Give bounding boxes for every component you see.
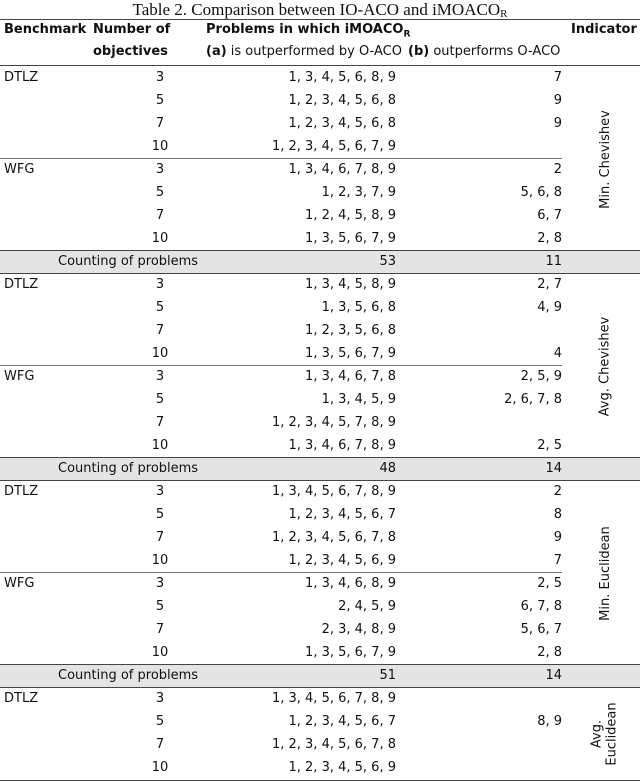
outperformed-problems: 1, 3, 4, 5, 9 xyxy=(321,392,396,407)
outperformed-problems: 1, 3, 4, 5, 6, 7, 8, 9 xyxy=(271,691,396,706)
header-rule xyxy=(0,65,640,66)
outperformed-problems: 1, 2, 3, 4, 5, 6, 9 xyxy=(288,553,396,568)
outperforms-problems xyxy=(440,688,562,710)
outperforms-problems: 2, 8 xyxy=(537,645,562,660)
count-outperformed: 51 xyxy=(379,668,396,683)
outperforms-problems: 5, 6, 8 xyxy=(520,185,562,200)
objectives-count: 5 xyxy=(155,599,165,614)
outperformed-problems: 1, 3, 4, 5, 6, 8, 9 xyxy=(288,70,396,85)
outperforms-problems: 2, 6, 7, 8 xyxy=(504,392,562,407)
outperforms-problems: 5, 6, 7 xyxy=(520,622,562,637)
outperforms-problems xyxy=(440,136,562,158)
indicator-label xyxy=(594,274,616,458)
outperforms-problems: 2, 5 xyxy=(537,576,562,591)
header-objectives-line1: Number of xyxy=(93,22,171,37)
table-caption xyxy=(0,0,640,19)
objectives-count: 3 xyxy=(155,369,165,384)
objectives-count: 10 xyxy=(151,553,169,568)
objectives-count: 7 xyxy=(155,622,165,637)
objectives-count: 3 xyxy=(155,691,165,706)
outperformed-problems: 1, 2, 3, 4, 5, 6, 8 xyxy=(288,116,396,131)
outperforms-problems: 2 xyxy=(553,484,562,499)
outperformed-problems: 1, 3, 5, 6, 7, 9 xyxy=(305,346,396,361)
outperformed-problems: 1, 2, 3, 4, 5, 6, 7, 8 xyxy=(271,737,396,752)
outperformed-problems: 1, 3, 5, 6, 7, 9 xyxy=(305,645,396,660)
outperforms-problems: 2, 7 xyxy=(537,277,562,292)
outperformed-problems: 1, 2, 4, 5, 8, 9 xyxy=(305,208,396,223)
outperforms-problems xyxy=(440,412,562,434)
outperforms-problems: 8 xyxy=(553,507,562,522)
outperformed-problems: 2, 3, 4, 8, 9 xyxy=(321,622,396,637)
outperforms-problems: 7 xyxy=(553,70,562,85)
objectives-count: 7 xyxy=(155,415,165,430)
caption-subscript: R xyxy=(500,8,508,20)
count-outperforms: 11 xyxy=(545,254,562,269)
indicator-label xyxy=(594,67,616,251)
problems-title-text: Problems in which iMOACO xyxy=(206,22,404,37)
objectives-count: 10 xyxy=(151,760,169,775)
objectives-count: 10 xyxy=(151,645,169,660)
outperforms-problems: 8, 9 xyxy=(537,714,562,729)
outperforms-problems: 2, 5 xyxy=(537,438,562,453)
objectives-count: 5 xyxy=(155,392,165,407)
header-col-b xyxy=(408,41,560,63)
count-outperformed: 53 xyxy=(379,254,396,269)
outperformed-problems: 1, 3, 4, 6, 7, 8, 9 xyxy=(288,162,396,177)
objectives-count: 5 xyxy=(155,714,165,729)
outperformed-problems: 1, 2, 3, 7, 9 xyxy=(321,185,396,200)
objectives-count: 3 xyxy=(155,162,165,177)
outperforms-problems: 4, 9 xyxy=(537,300,562,315)
objectives-count: 3 xyxy=(155,484,165,499)
outperformed-problems: 1, 3, 5, 6, 7, 9 xyxy=(305,231,396,246)
benchmark-label: WFG xyxy=(4,369,35,384)
benchmark-label: DTLZ xyxy=(4,484,39,499)
outperforms-problems xyxy=(440,734,562,756)
objectives-count: 7 xyxy=(155,737,165,752)
objectives-count: 5 xyxy=(155,185,165,200)
outperforms-problems: 9 xyxy=(553,116,562,131)
benchmark-label: DTLZ xyxy=(4,277,39,292)
outperforms-problems: 6, 7 xyxy=(537,208,562,223)
benchmark-label: DTLZ xyxy=(4,70,39,85)
outperformed-problems: 1, 2, 3, 4, 5, 6, 8 xyxy=(288,93,396,108)
benchmark-label: WFG xyxy=(4,576,35,591)
objectives-count: 5 xyxy=(155,300,165,315)
header-benchmark: Benchmark xyxy=(4,22,87,37)
outperformed-problems: 1, 3, 4, 6, 7, 8, 9 xyxy=(288,438,396,453)
objectives-count: 10 xyxy=(151,139,169,154)
count-outperforms: 14 xyxy=(545,461,562,476)
indicator-label xyxy=(594,481,616,665)
header-indicator: Indicator xyxy=(571,22,637,37)
outperforms-problems: 2, 8 xyxy=(537,231,562,246)
indicator-label xyxy=(590,688,620,780)
outperformed-problems: 1, 3, 5, 6, 8 xyxy=(321,300,396,315)
header-col-a xyxy=(206,41,402,63)
indicator-text: Avg. Chevishev xyxy=(597,316,613,416)
outperformed-problems: 1, 2, 3, 4, 5, 6, 9 xyxy=(288,760,396,775)
outperforms-problems: 9 xyxy=(553,530,562,545)
indicator-text: Min. Euclidean xyxy=(597,525,613,621)
count-label: Counting of problems xyxy=(58,254,199,269)
col-b-marker: (b) xyxy=(408,44,430,59)
outperformed-problems: 1, 2, 3, 4, 5, 6, 7 xyxy=(288,507,396,522)
objectives-count: 3 xyxy=(155,70,165,85)
outperformed-problems: 1, 3, 4, 6, 8, 9 xyxy=(305,576,396,591)
objectives-count: 5 xyxy=(155,507,165,522)
count-outperformed: 48 xyxy=(379,461,396,476)
objectives-count: 5 xyxy=(155,93,165,108)
indicator-line1: Avg. xyxy=(590,719,605,749)
caption-text: Table 2. Comparison between IO-ACO and iMOACO xyxy=(132,0,501,19)
col-b-text: outperforms O-ACO xyxy=(429,44,561,59)
col-a-marker: (a) xyxy=(206,44,227,59)
header-objectives-line2: objectives xyxy=(93,44,168,59)
objectives-count: 7 xyxy=(155,116,165,131)
outperforms-problems: 2 xyxy=(553,162,562,177)
indicator-line2: Euclidean xyxy=(605,702,620,766)
objectives-count: 10 xyxy=(151,346,169,361)
count-outperforms: 14 xyxy=(545,668,562,683)
outperforms-problems xyxy=(440,320,562,342)
indicator-text: Min. Chevishev xyxy=(597,109,613,209)
outperformed-problems: 2, 4, 5, 9 xyxy=(338,599,396,614)
objectives-count: 3 xyxy=(155,277,165,292)
objectives-count: 10 xyxy=(151,231,169,246)
outperformed-problems: 1, 2, 3, 5, 6, 8 xyxy=(305,323,396,338)
outperforms-problems: 9 xyxy=(553,93,562,108)
outperforms-problems: 7 xyxy=(553,553,562,568)
outperformed-problems: 1, 2, 3, 4, 5, 6, 7, 9 xyxy=(271,139,396,154)
header-problems-title xyxy=(206,19,410,41)
outperforms-problems: 4 xyxy=(553,346,562,361)
count-label: Counting of problems xyxy=(58,668,199,683)
indicator-text xyxy=(590,702,620,765)
outperformed-problems: 1, 3, 4, 5, 6, 7, 8, 9 xyxy=(271,484,396,499)
problems-title-sub: R xyxy=(403,29,411,40)
outperformed-problems: 1, 3, 4, 6, 7, 8 xyxy=(305,369,396,384)
benchmark-label: WFG xyxy=(4,162,35,177)
outperformed-problems: 1, 3, 4, 5, 8, 9 xyxy=(305,277,396,292)
outperforms-problems xyxy=(440,757,562,779)
benchmark-label: DTLZ xyxy=(4,691,39,706)
outperforms-problems: 2, 5, 9 xyxy=(520,369,562,384)
objectives-count: 7 xyxy=(155,323,165,338)
outperformed-problems: 1, 2, 3, 4, 5, 6, 7 xyxy=(288,714,396,729)
objectives-count: 3 xyxy=(155,576,165,591)
count-label: Counting of problems xyxy=(58,461,199,476)
objectives-count: 10 xyxy=(151,438,169,453)
outperformed-problems: 1, 2, 3, 4, 5, 7, 8, 9 xyxy=(271,415,396,430)
col-a-text: is outperformed by O-ACO xyxy=(226,44,402,59)
outperforms-problems: 6, 7, 8 xyxy=(520,599,562,614)
objectives-count: 7 xyxy=(155,530,165,545)
objectives-count: 7 xyxy=(155,208,165,223)
outperformed-problems: 1, 2, 3, 4, 5, 6, 7, 8 xyxy=(271,530,396,545)
